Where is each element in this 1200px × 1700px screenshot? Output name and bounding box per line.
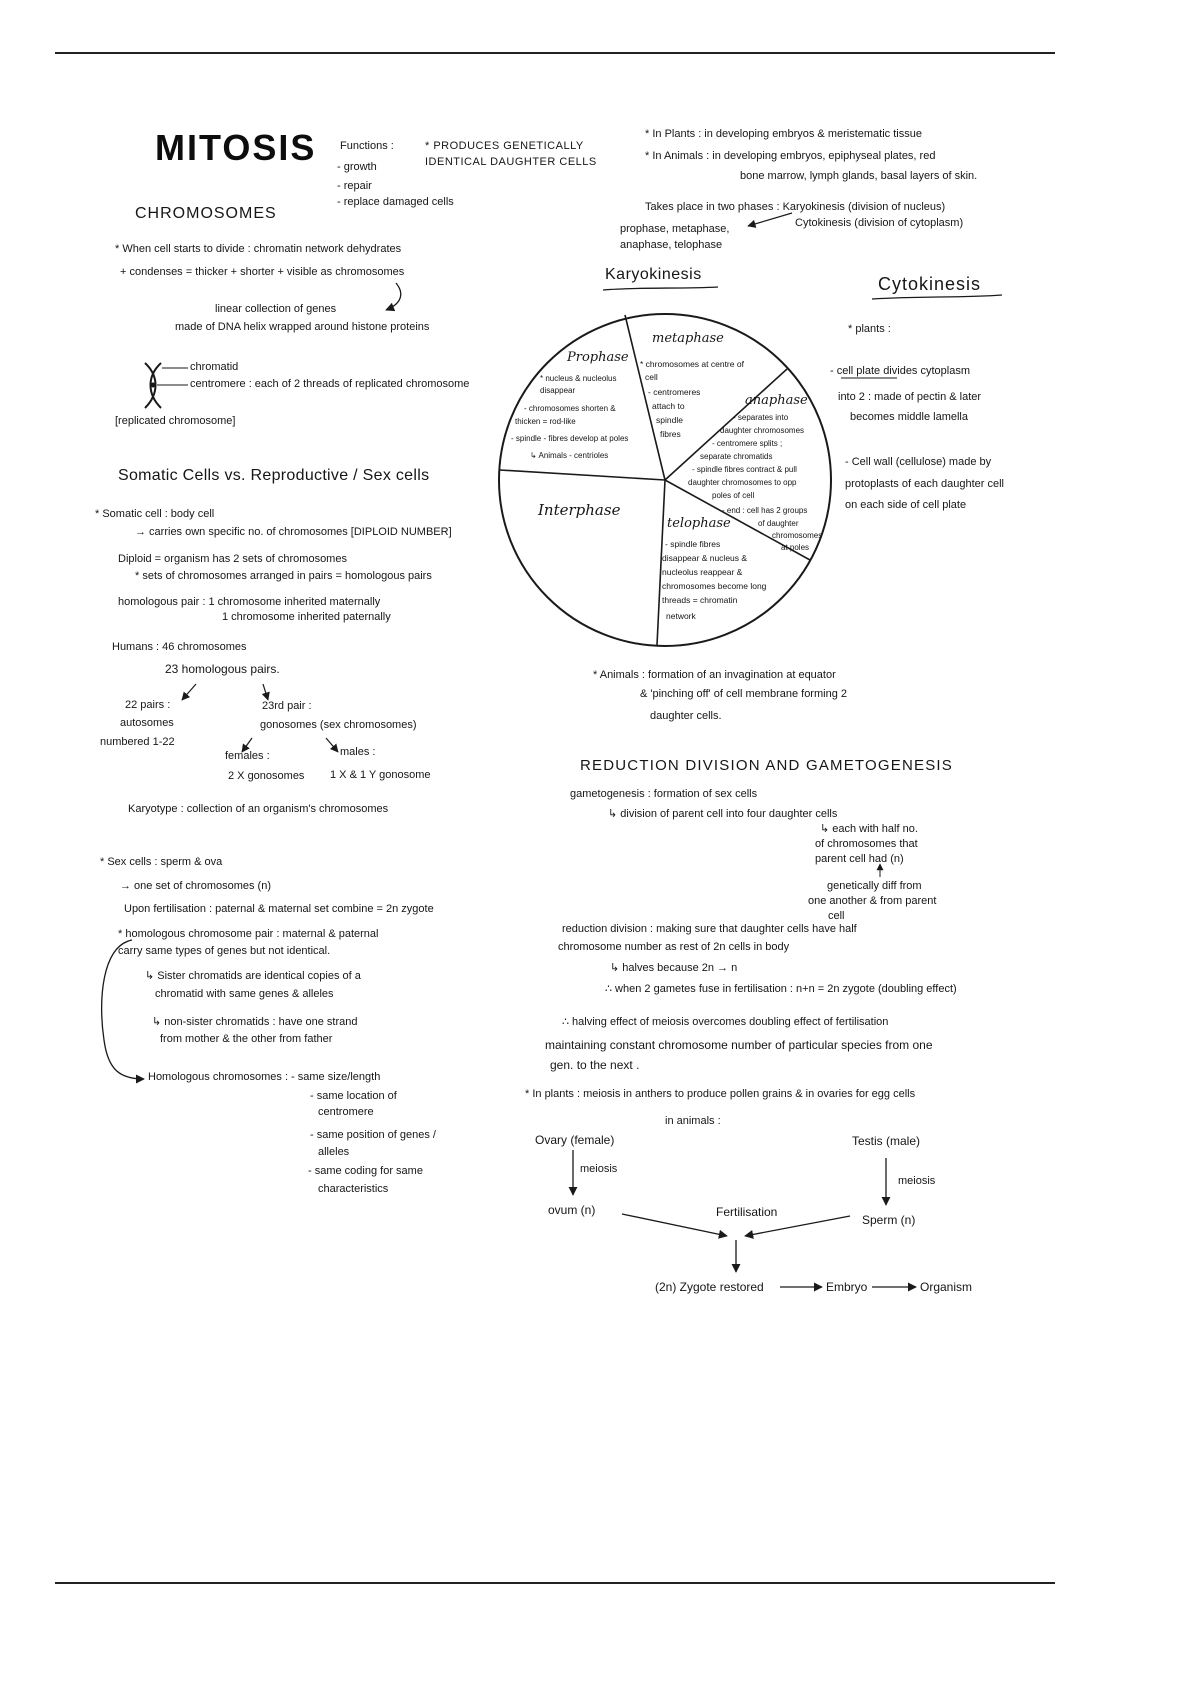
chromosomes-line: + condenses = thicker + shorter + visible as chromosomes bbox=[120, 266, 405, 278]
chromosomes-line: * When cell starts to divide : chromatin network dehydrates bbox=[115, 243, 402, 255]
telophase-line: nucleolus reappear & bbox=[662, 567, 743, 577]
sex-cells-line: ↳ non-sister chromatids : have one strand bbox=[152, 1016, 358, 1028]
cytokinesis-plants-line: on each side of cell plate bbox=[845, 499, 967, 511]
sex-cells-line: ↳ Sister chromatids are identical copies of a bbox=[145, 970, 361, 982]
cytokinesis-underline bbox=[872, 295, 1002, 299]
gonosomes-line: gonosomes (sex chromosomes) bbox=[260, 719, 417, 731]
arrow-to-stages bbox=[748, 213, 792, 226]
functions-item: - replace damaged cells bbox=[337, 196, 454, 208]
anaphase-line: - spindle fibres contract & pull bbox=[692, 465, 797, 474]
autosomes-line: numbered 1-22 bbox=[100, 736, 175, 748]
cytokinesis-heading: Cytokinesis bbox=[878, 274, 982, 294]
functions-note: * PRODUCES GENETICALLY bbox=[425, 140, 584, 152]
arrow-to-gene-note bbox=[386, 283, 401, 310]
females-line: females : bbox=[225, 750, 270, 762]
ovum-label: ovum (n) bbox=[548, 1203, 596, 1217]
karyokinesis-stages: anaphase, telophase bbox=[620, 239, 723, 251]
arrow-sperm-fertilisation bbox=[745, 1216, 850, 1236]
karyokinesis-stages: prophase, metaphase, bbox=[620, 223, 730, 235]
prophase-line: - spindle - fibres develop at poles bbox=[511, 434, 629, 443]
homologous-trait: - same position of genes / bbox=[310, 1129, 436, 1141]
autosomes-line: autosomes bbox=[120, 717, 174, 729]
cytokinesis-animals-line: daughter cells. bbox=[650, 710, 722, 722]
reduction-line: gen. to the next . bbox=[550, 1058, 640, 1072]
daughter-cells-line: cell bbox=[828, 910, 845, 922]
gametogenesis-line: gametogenesis : formation of sex cells bbox=[570, 788, 758, 800]
metaphase-label: metaphase bbox=[652, 331, 724, 346]
telophase-line: threads = chromatin bbox=[662, 595, 738, 605]
somatic-line: * Somatic cell : body cell bbox=[95, 508, 215, 520]
humans-pairs: 23 homologous pairs. bbox=[165, 662, 280, 676]
anaphase-line: poles of cell bbox=[712, 491, 755, 500]
prophase-label: Prophase bbox=[567, 350, 629, 365]
phase-divider-metaphase-anaphase bbox=[665, 369, 787, 480]
reduction-line: * In plants : meiosis in anthers to produce pollen grains & in ovaries for egg cells bbox=[525, 1088, 916, 1100]
cytokinesis-plants-line: into 2 : made of pectin & later bbox=[838, 391, 982, 403]
page-title: MITOSIS bbox=[155, 127, 317, 168]
homologous-bracket-arrow bbox=[102, 940, 144, 1079]
anaphase-line: separate chromatids bbox=[700, 452, 773, 461]
females-line: 2 X gonosomes bbox=[228, 770, 305, 782]
functions-note: IDENTICAL DAUGHTER CELLS bbox=[425, 156, 597, 168]
males-line: males : bbox=[340, 746, 376, 758]
phases-line: Takes place in two phases : Karyokinesis (division of nucleus) bbox=[645, 201, 946, 213]
phase-divider-interphase-prophase bbox=[500, 470, 665, 480]
somatic-line: * sets of chromosomes arranged in pairs = homologous pairs bbox=[135, 570, 432, 582]
cytokinesis-plants-line: protoplasts of each daughter cell bbox=[845, 478, 1004, 490]
functions-heading: Functions : bbox=[340, 140, 394, 152]
cytokinesis-plants-line: - cell plate divides cytoplasm bbox=[830, 365, 971, 377]
organism-label: Organism bbox=[920, 1280, 973, 1294]
daughter-cells-line: genetically diff from bbox=[827, 880, 922, 892]
chromosomes-line: made of DNA helix wrapped around histone proteins bbox=[175, 321, 430, 333]
karyokinesis-underline bbox=[603, 287, 718, 290]
autosomes-line: 22 pairs : bbox=[125, 699, 171, 711]
anaphase-line: at poles bbox=[781, 543, 810, 552]
reduction-line: maintaining constant chromosome number of particular species from one bbox=[545, 1038, 933, 1052]
telophase-label: telophase bbox=[667, 516, 731, 531]
chromosome-caption: [replicated chromosome] bbox=[115, 415, 236, 427]
reduction-division-heading: REDUCTION DIVISION AND GAMETOGENESIS bbox=[580, 757, 953, 774]
homologous-trait: alleles bbox=[318, 1146, 350, 1158]
sperm-label: Sperm (n) bbox=[862, 1213, 916, 1227]
males-line: 1 X & 1 Y gonosome bbox=[330, 769, 431, 781]
occurrence-animals: bone marrow, lymph glands, basal layers of skin. bbox=[740, 170, 978, 182]
arrow-to-gonosomes bbox=[263, 684, 268, 700]
reduction-line: ∴ when 2 gametes fuse in fertilisation : n+n = 2n zygote (doubling effect) bbox=[605, 983, 957, 995]
gonosomes-line: 23rd pair : bbox=[262, 700, 312, 712]
anaphase-line: of daughter bbox=[758, 519, 799, 528]
karyotype-line: Karyotype : collection of an organism's chromosomes bbox=[128, 803, 389, 815]
cell-types-heading: Somatic Cells vs. Reproductive / Sex cells bbox=[118, 467, 430, 484]
fertilisation-label: Fertilisation bbox=[716, 1205, 778, 1219]
functions-item: - repair bbox=[337, 180, 372, 192]
somatic-line: Diploid = organism has 2 sets of chromosomes bbox=[118, 553, 347, 565]
telophase-line: chromosomes become long bbox=[662, 581, 767, 591]
daughter-cells-line: of chromosomes that bbox=[815, 838, 918, 850]
chromosomes-line: linear collection of genes bbox=[215, 303, 337, 315]
phases-line: Cytokinesis (division of cytoplasm) bbox=[795, 217, 964, 229]
anaphase-line: - separates into bbox=[733, 413, 789, 422]
somatic-line: 1 chromosome inherited paternally bbox=[222, 611, 391, 623]
metaphase-line: - centromeres bbox=[648, 387, 701, 397]
homologous-trait: centromere bbox=[318, 1106, 374, 1118]
cytokinesis-plants-line: * plants : bbox=[848, 323, 891, 335]
metaphase-line: spindle bbox=[656, 415, 683, 425]
arrow-to-males bbox=[326, 738, 338, 752]
anaphase-line: - centromere splits ; bbox=[712, 439, 783, 448]
prophase-line: disappear bbox=[540, 386, 576, 395]
anaphase-label: anaphase bbox=[745, 393, 808, 408]
zygote-label: (2n) Zygote restored bbox=[655, 1280, 764, 1294]
somatic-line: homologous pair : 1 chromosome inherited maternally bbox=[118, 596, 381, 608]
occurrence-animals: * In Animals : in developing embryos, epiphyseal plates, red bbox=[645, 150, 936, 162]
meiosis-label-right: meiosis bbox=[898, 1175, 936, 1187]
sex-cells-line: Upon fertilisation : paternal & maternal set combine = 2n zygote bbox=[124, 903, 434, 915]
homologous-trait: - same coding for same bbox=[308, 1165, 423, 1177]
metaphase-line: fibres bbox=[660, 429, 681, 439]
daughter-cells-line: ↳ each with half no. bbox=[820, 823, 918, 835]
testis-label: Testis (male) bbox=[852, 1134, 921, 1148]
arrow-ovum-fertilisation bbox=[622, 1214, 727, 1236]
sex-cells-line: chromatid with same genes & alleles bbox=[155, 988, 334, 1000]
cytokinesis-animals-line: * Animals : formation of an invagination at equator bbox=[593, 669, 836, 681]
sex-cells-line: carry same types of genes but not identical. bbox=[118, 945, 331, 957]
centromere-dot bbox=[150, 383, 156, 388]
embryo-label: Embryo bbox=[826, 1280, 868, 1294]
reduction-line: reduction division : making sure that daughter cells have half bbox=[562, 923, 857, 935]
karyokinesis-heading: Karyokinesis bbox=[605, 266, 702, 283]
metaphase-line: cell bbox=[645, 372, 658, 382]
reduction-line: ↳ halves because 2n → n bbox=[610, 962, 738, 974]
homologous-trait: characteristics bbox=[318, 1183, 389, 1195]
arrow-to-autosomes bbox=[182, 684, 196, 700]
prophase-line: * nucleus & nucleolus bbox=[540, 374, 617, 383]
cytokinesis-animals-line: & 'pinching off' of cell membrane forming 2 bbox=[640, 688, 847, 700]
sex-cells-line: * Sex cells : sperm & ova bbox=[100, 856, 223, 868]
reduction-line: in animals : bbox=[665, 1115, 721, 1127]
centromere-label: centromere : each of 2 threads of replicated chromosome bbox=[190, 378, 470, 390]
anaphase-line: chromosomes bbox=[772, 531, 823, 540]
ovary-label: Ovary (female) bbox=[535, 1133, 615, 1147]
prophase-line: thicken = rod-like bbox=[515, 417, 576, 426]
homologous-trait: - same location of bbox=[310, 1090, 397, 1102]
telophase-line: disappear & nucleus & bbox=[662, 553, 748, 563]
prophase-line: ↳ Animals - centrioles bbox=[530, 451, 609, 460]
reduction-line: chromosome number as rest of 2n cells in body bbox=[558, 941, 790, 953]
telophase-line: - spindle fibres bbox=[665, 539, 721, 549]
functions-item: - growth bbox=[337, 161, 377, 173]
daughter-cells-line: one another & from parent bbox=[808, 895, 937, 907]
humans-total: Humans : 46 chromosomes bbox=[112, 641, 247, 653]
metaphase-line: * chromosomes at centre of bbox=[640, 359, 744, 369]
cytokinesis-plants-line: - Cell wall (cellulose) made by bbox=[845, 456, 992, 468]
reduction-line: ∴ halving effect of meiosis overcomes doubling effect of fertilisation bbox=[562, 1016, 889, 1028]
meiosis-label-left: meiosis bbox=[580, 1163, 618, 1175]
prophase-line: - chromosomes shorten & bbox=[524, 404, 616, 413]
sex-cells-line: * homologous chromosome pair : maternal & paternal bbox=[118, 928, 379, 940]
telophase-line: network bbox=[666, 611, 696, 621]
sex-cells-line: → one set of chromosomes (n) bbox=[120, 880, 272, 892]
anaphase-line: - end : cell has 2 groups bbox=[722, 506, 808, 515]
chromosomes-heading: CHROMOSOMES bbox=[135, 205, 277, 222]
homologous-chromosomes-lead: Homologous chromosomes : - same size/length bbox=[148, 1071, 381, 1083]
metaphase-line: attach to bbox=[652, 401, 685, 411]
interphase-label: Interphase bbox=[538, 501, 621, 519]
gametogenesis-line: ↳ division of parent cell into four daughter cells bbox=[608, 808, 838, 820]
occurrence-plants: * In Plants : in developing embryos & meristematic tissue bbox=[645, 128, 922, 140]
chromatid-label: chromatid bbox=[190, 361, 239, 373]
daughter-cells-line: parent cell had (n) bbox=[815, 853, 904, 865]
cytokinesis-plants-line: becomes middle lamella bbox=[850, 411, 968, 423]
somatic-line: → carries own specific no. of chromosomes [DIPLOID NUMBER] bbox=[135, 526, 452, 538]
anaphase-line: daughter chromosomes bbox=[720, 426, 805, 435]
anaphase-line: daughter chromosomes to opp bbox=[688, 478, 797, 487]
sex-cells-line: from mother & the other from father bbox=[160, 1033, 333, 1045]
